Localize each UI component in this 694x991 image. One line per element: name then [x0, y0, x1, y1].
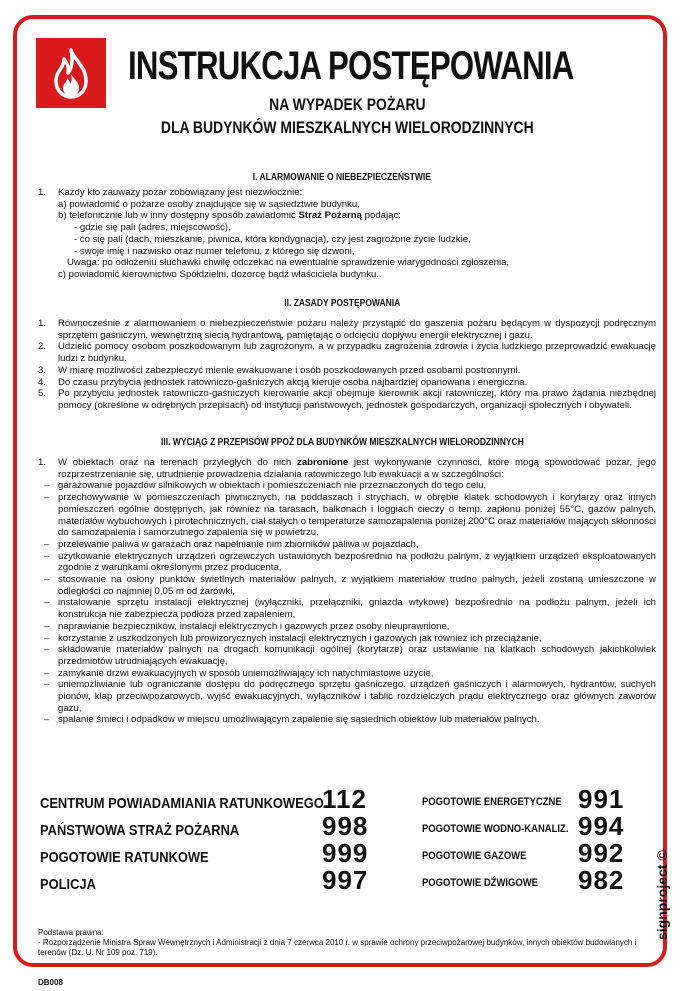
list-item: – składowanie materiałów palnych na drogach komunikacji ogólnej (korytarze) oraz ustawianie na klatkach schodowych jakichkolwiek przedmiotów utrudniających ewakuację, [44, 644, 656, 667]
list-item: – spalanie śmieci i odpadków w miejscu umożliwiającym zapalenie się sąsiednich obiektów lub materiałów palnych. [44, 714, 540, 726]
list-item: – użytkowanie elektrycznych urządzeń ogrzewczych ustawionych bezpośrednio na podłożu palnym, z wyjątkiem urządzeń eksploatowanych zgodnie z warunkami określonymi przez producenta, [44, 550, 656, 574]
emergency-label: CENTRUM POWIADAMIANIA RATUNKOWEGO [40, 795, 324, 812]
list-item: – instalowanie sprzętu instalacji elektrycznej (wyłączniki, przełączniki, gniazda wtykowe) bezpośrednio na podłożu palnym, jeżeli ich konstrukcja nie zabezpiecza podłoża przed zapaleniem, [44, 597, 656, 621]
emergency-number: 112 [322, 784, 367, 814]
emergency-label: PAŃSTWOWA STRAŻ POŻARNA [40, 822, 240, 839]
subtitle-2: DLA BUDYNKÓW MIESZKALNYCH WIELORODZINNYCH [160, 118, 534, 137]
emergency-label: POGOTOWIE DŹWIGOWE [422, 877, 538, 889]
section-2-body: 1. Równocześnie z alarmowaniem o niebezpieczeństwie pożaru należy przystąpić do gaszenia pożaru będącym w dyspozycji podręcznym sprzętem gaśniczym, wewnętrzną siecią hydrantową, pamiętając o odcięciu dopływu energii elektrycznej i gazu. 2. Udzielić pomocy osobom poszkodowanym lub zagrożonym, a w przypadku zagrożenia zdrowia i życia ludzkiego przeprowadzić ewakuację ludzi z budynku. 3. W miarę możliwości zabezpieczyć mienie ewakuowane i osób poszkodowanych przed osobami postronnymi. 4. Do czasu przybycia jednostek ratowniczo-gaśniczych akcją kieruje osoba najbardziej opanowana i energiczna. 5. Po przybyciu jednostek ratowniczo-gaśniczych kierowanie akcji obejmuje kierownik akcji ratowniczej, który ma prawo żądania niezbędnej pomocy (określone w odrębnych przepisach) od instytucji państwowych, jednostek gospodarczych, organizacji społecznych i obywateli. [38, 318, 656, 411]
emergency-number: 997 [322, 865, 369, 895]
emergency-label: POGOTOWIE GAZOWE [422, 850, 527, 862]
product-code: DB008 [38, 978, 63, 987]
emergency-number: 982 [578, 865, 625, 895]
section-1-heading: I. ALARMOWANIE O NIEBEZPIECZEŃSTWIE [252, 172, 432, 183]
list-item: – korzystanie z uszkodzonych lub prowizorycznych instalacji elektrycznych i gazowych jak również ich przeciążanie, [44, 632, 542, 644]
list-item: – przelewanie paliwa w garażach oraz napełnianie nim zbiorników paliwa w pojazdach, [44, 538, 419, 550]
emergency-label: POGOTOWIE RATUNKOWE [40, 849, 209, 866]
section-3-heading: III. WYCIĄG Z PRZEPISÓW PPOŻ DLA BUDYNKÓW MIESZKALNYCH WIELORODZINNYCH [160, 437, 524, 448]
subtitle-1: NA WYPADEK POŻARU [268, 95, 426, 114]
section-1-body: 1. Każdy kto zauważy pożar zobowiązany jest niezwłocznie: a) powiadomić o pożarze osoby znajdujące się w sąsiedztwie budynku, b) telefonicznie lub w inny dostępny sposób zawiadomić Straż Pożarną podając: - gdzie się pali (adres, miejscowość), - co się pali (dach, mieszkanie, piwnica, która kondygnacja), czy jest zagrożone życie ludzkie, - swoje imię i nazwisko oraz numer telefonu, z którego się dzwoni, Uwaga: po odłożeniu słuchawki chwilę odczekać na ewentualne sprawdzenie wiarygodności zgłoszenia, c) powiadomić kierownictwo Spółdzielni, dozorcę bądź właściciela budynku. [38, 187, 510, 280]
list-item: – stosowanie na osłony punktów świetlnych materiałów palnych, z wyjątkiem materiałów trudno palnych, jeżeli zostaną umieszczone w odległości co najmniej 0,05 m od żarówki, [44, 574, 656, 597]
list-item: – naprawianie bezpieczników, instalacji elektrycznych i gazowych przez osoby nieuprawnione, [44, 620, 450, 632]
section-3-body: 1. W obiektach oraz na terenach przyległych do nich zabronione jest wykonywanie czynności, które mogą spowodować pożar, jego rozprzestrzenianie się, utrudnienie prowadzenia działania ratowniczego lub ewakuacji a w szczególności: – garażowanie pojazdów silnikowych w obiektach i pomieszczeniach nie przeznaczonych do tego celu, – przechowywanie w pomieszczeniach piwnicznych, na poddaszach i strychach, w obrębie klatek schodowych i korytarzy oraz innych pomieszczeń ogólnie dostępnych, jak również na tarasach, balkonach i loggiach cieczy o temp. zapłonu poniżej 55°C, gazów palnych, materiałów wybuchowych i pirotechnicznych, ciał stałych o temperaturze samozapalenia poniżej 200°C oraz materiałów mających skłonności do samozapalenia i samorzutnego zapalenia się w powietrzu, – przelewanie paliwa w garażach oraz napełnianie nim zbiorników paliwa w pojazdach, – użytkowanie elektrycznych urządzeń ogrzewczych ustawionych bezpośrednio na podłożu palnym, z wyjątkiem urządzeń eksploatowanych zgodnie z warunkami określonymi przez producenta, – stosowanie na osłony punktów świetlnych materiałów palnych, z wyjątkiem materiałów trudno palnych, jeżeli zostaną umieszczone w odległości co najmniej 0,05 m od żarówki, – instalowanie sprzętu instalacji elektrycznej (wyłączniki, przełączniki, gniazda wtykowe) bezpośrednio na podłożu palnym, jeżeli ich konstrukcja nie zabezpiecza podłoża przed zapaleniem, – naprawianie bezpieczników, instalacji elektrycznych i gazowych przez osoby nieuprawnione, – korzystanie z uszkodzonych lub prowizorycznych instalacji elektrycznych i gazowych jak również ich przeciążanie, – składowanie materiałów palnych na drogach komunikacji ogólnej (korytarze) oraz ustawianie na klatkach schodowych jakichkolwiek przedmiotów utrudniających ewakuację, – zamykanie drzwi ewakuacyjnych w sposób uniemożliwiający ich natychmiastowe użycie, – uniemożliwianie lub ograniczanie dostępu do podręcznego sprzętu gaśniczego, urządzeń gaśniczych i alarmowych, hydrantów, suchych pionów, klap przeciwpożarowych, wyjść ewakuacyjnych, wyłączników i tablic rozdzielczych prądu elektrycznego oraz głównych zaworów gazu, – spalanie śmieci i odpadków w miejscu umożliwiającym zapalenie się sąsiednich obiektów lub materiałów palnych. [38, 457, 656, 726]
legal-text: - Rozporządzenie Ministra Spraw Wewnętrznych i Administracji z dnia 7 czerwca 2010 r. w sprawie ochrony przeciwpożarowej budynków, innych obiektów budowlanych i terenów (Dz. U. Nr 109 poz. 719). [38, 938, 637, 957]
emergency-number: 992 [578, 838, 625, 868]
legal-basis [38, 928, 638, 958]
emergency-number: 998 [322, 811, 369, 841]
emergency-label: POGOTOWIE ENERGETYCZNE [422, 796, 562, 808]
emergency-number: 994 [578, 811, 625, 841]
list-item: – zamykanie drzwi ewakuacyjnych w sposób uniemożliwiający ich natychmiastowe użycie, [44, 667, 434, 679]
emergency-label: POLICJA [40, 876, 96, 893]
emergency-label: POGOTOWIE WODNO-KANALIZ. [422, 823, 569, 835]
emergency-number: 991 [578, 784, 625, 814]
legal-title: Podstawa prawna: [38, 928, 104, 937]
section-2-heading: II. ZASADY POSTĘPOWANIA [283, 298, 401, 309]
list-item: – przechowywanie w pomieszczeniach piwnicznych, na poddaszach i strychach, w obrębie klatek schodowych i korytarzy oraz innych pomieszczeń ogólnie dostępnych, jak również na tarasach, balkonach i loggiach cieczy o temp. zapłonu poniżej 55°C, gazów palnych, materiałów wybuchowych i pirotechnicznych, ciał stałych o temperaturze samozapalenia poniżej 200°C oraz materiałów mających skłonności do samozapalenia i samorzutnego zapalenia się w powietrzu, [44, 492, 656, 539]
list-item: – garażowanie pojazdów silnikowych w obiektach i pomieszczeniach nie przeznaczonych do tego celu, [44, 480, 487, 492]
emergency-number: 999 [322, 838, 369, 868]
page-title: INSTRUKCJA POSTĘPOWANIA [128, 44, 574, 88]
brand-mark: signproject © [654, 850, 670, 940]
list-item: – uniemożliwianie lub ograniczanie dostępu do podręcznego sprzętu gaśniczego, urządzeń gaśniczych i alarmowych, hydrantów, suchych pionów, klap przeciwpożarowych, wyjść ewakuacyjnych, wyłączników i tablic rozdzielczych prądu elektrycznego oraz głównych zaworów gazu, [44, 679, 656, 714]
